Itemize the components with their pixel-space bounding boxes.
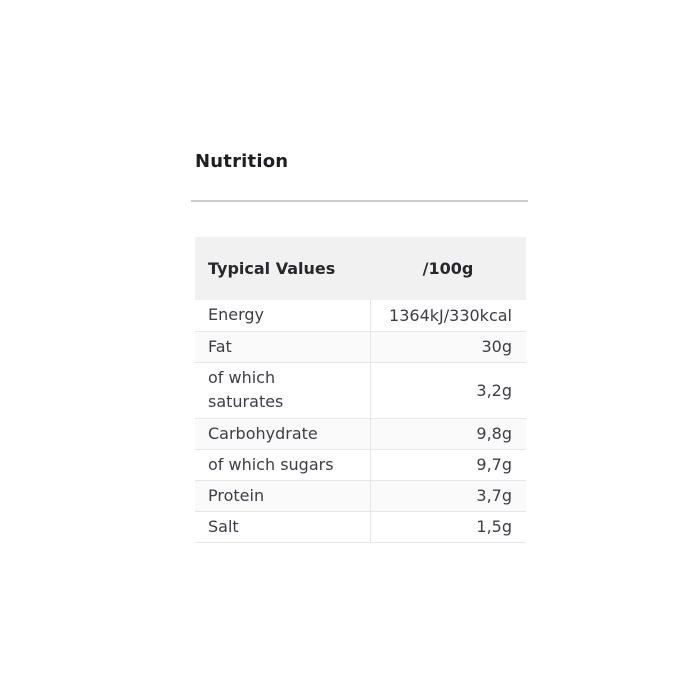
nutrient-value-text: 1,5g xyxy=(476,517,512,536)
nutrient-value-text: 9,8g xyxy=(476,424,512,443)
nutrient-label-text: Carbohydrate xyxy=(208,423,318,443)
nutrient-label xyxy=(195,480,370,511)
nutrient-label-text: of which sugars xyxy=(208,454,334,474)
nutrition-facts-table xyxy=(195,237,526,543)
nutrient-label xyxy=(195,362,370,418)
nutrient-label-text: Fat xyxy=(208,336,232,356)
table-row-sugars xyxy=(195,449,526,480)
column-header-typical-values: Typical Values xyxy=(195,237,370,300)
nutrient-value xyxy=(370,449,526,480)
nutrient-label-text: Protein xyxy=(208,485,265,505)
table-header-row xyxy=(195,237,526,300)
nutrient-value-text: 3,7g xyxy=(476,486,512,505)
nutrient-label xyxy=(195,511,370,542)
column-header-per-100g: /100g xyxy=(370,237,526,300)
nutrient-value xyxy=(370,480,526,511)
table-row-energy xyxy=(195,300,526,331)
table-row-fat xyxy=(195,331,526,362)
nutrient-value xyxy=(370,300,526,331)
nutrient-label-text: Energy xyxy=(208,305,265,325)
nutrient-value xyxy=(370,331,526,362)
nutrient-value xyxy=(370,362,526,418)
table-row-salt xyxy=(195,511,526,542)
table-row-protein xyxy=(195,480,526,511)
table-row-carbohydrate xyxy=(195,418,526,449)
nutrient-label-text: of which saturates xyxy=(208,368,284,411)
table-row-saturates xyxy=(195,362,526,418)
nutrient-value-text: 1364kJ/330kcal xyxy=(389,305,512,325)
nutrient-label xyxy=(195,300,370,331)
nutrient-value xyxy=(370,418,526,449)
nutrient-value xyxy=(370,511,526,542)
nutrient-value-text: 30g xyxy=(481,337,512,356)
nutrition-section-title: Nutrition xyxy=(195,151,289,172)
section-divider xyxy=(191,200,528,202)
nutrient-value-text: 9,7g xyxy=(476,455,512,474)
nutrient-label xyxy=(195,449,370,480)
nutrient-label xyxy=(195,331,370,362)
nutrient-label-text: Salt xyxy=(208,516,239,536)
nutrient-value-text: 3,2g xyxy=(476,380,512,400)
nutrient-label xyxy=(195,418,370,449)
